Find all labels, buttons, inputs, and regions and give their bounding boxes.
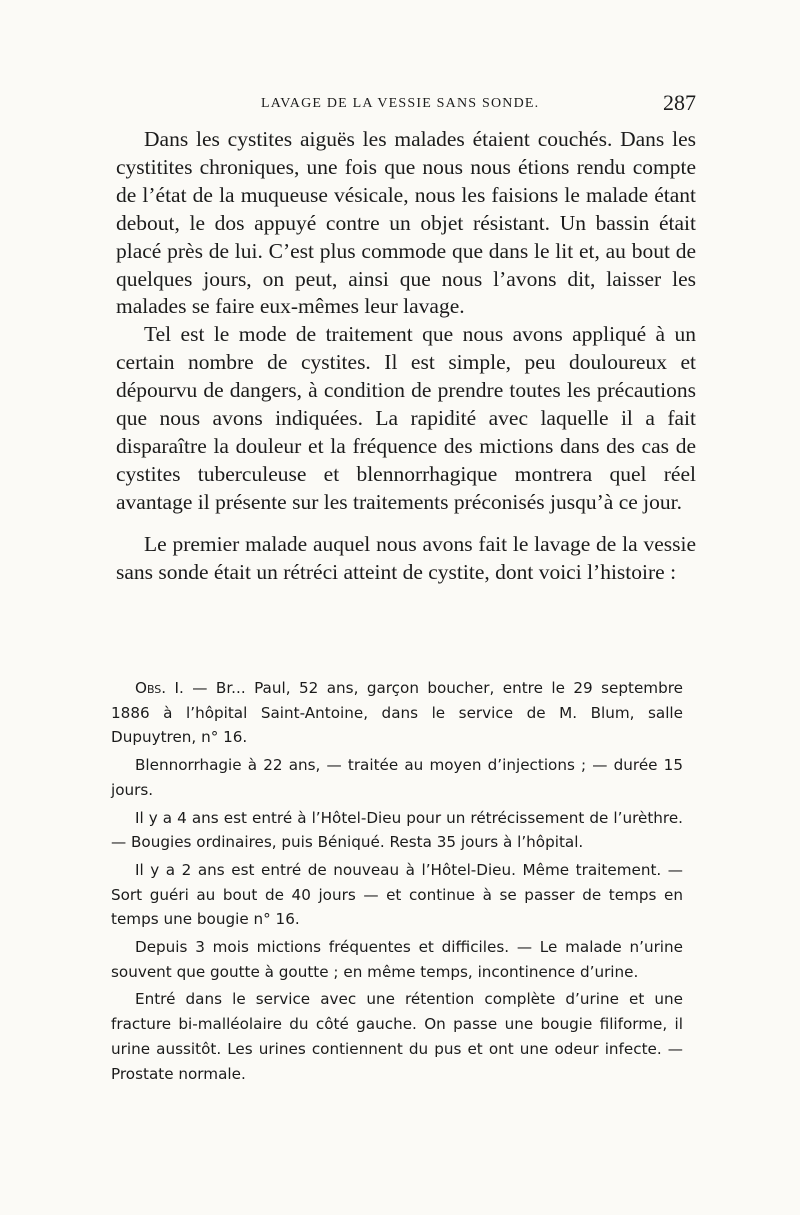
observation-paragraph: Il y a 2 ans est entré de nouveau à l’Hôtel-Dieu. Même traitement. — Sort guéri au bout de 40 jours — et continue à se passer de temps en temps une bougie n° 16.: [111, 860, 683, 929]
observation-paragraph: Blennorrhagie à 22 ans, — traitée au moyen d’injections ; — durée 15 jours.: [111, 756, 683, 799]
body-text: [116, 126, 696, 587]
observation-paragraph: Il y a 4 ans est entré à l’Hôtel-Dieu pour un rétrécissement de l’urèthre. — Bougies ordinaires, puis Béniqué. Resta 35 jours à l’hôpital.: [111, 808, 683, 852]
page-number: 287: [663, 90, 696, 115]
page-header: [116, 90, 696, 122]
paragraph: Tel est le mode de traitement que nous avons appliqué à un certain nombre de cystites. Il est simple, peu douloureux et dépourvu de dangers, à condition de prendre toutes les précautions que nous avons indiquées. La rapidité avec laquelle il a fait disparaître la douleur et la fréquence des mictions dans des cas de cystites tuberculeuse et blennorrhagique montrera quel réel avantage il présente sur les traitements préconisés jusqu’à ce jour.: [116, 322, 696, 514]
observation-paragraph: Depuis 3 mois mictions fréquentes et difficiles. — Le malade n’urine souvent que goutte à goutte ; en même temps, incontinence d’urine.: [111, 938, 683, 981]
observation-intro: [111, 676, 683, 750]
paragraph: Dans les cystites aiguës les malades étaient couchés. Dans les cystitites chroniques, une fois que nous nous étions rendu compte de l’état de la muqueuse vésicale, nous les faisions le malade étant debout, le dos appuyé contre un objet résistant. Un bassin était placé près de lui. C’est plus commode que dans le lit et, au bout de quelques jours, on peut, ainsi que nous l’avons dit, laisser les malades se faire eux-mêmes leur lavage.: [116, 127, 696, 319]
observation-label: Obs. I.: [135, 679, 184, 697]
observation-paragraph: Entré dans le service avec une rétention complète d’urine et une fracture bi-malléolaire du côté gauche. On passe une bougie filiforme, il urine aussitôt. Les urines contiennent du pus et ont une odeur infecte. — Prostate normale.: [111, 990, 683, 1083]
paragraph: Le premier malade auquel nous avons fait le lavage de la vessie sans sonde était un rétréci atteint de cystite, dont voici l’histoire :: [116, 531, 696, 584]
observation-intro-text: — Br... Paul, 52 ans, garçon boucher, entre le 29 septembre 1886 à l’hôpital Saint-Antoine, dans le service de M. Blum, salle Dupuytren, n° 16.: [111, 679, 683, 747]
observation-block: [111, 676, 683, 1086]
running-title: LAVAGE DE LA VESSIE SANS SONDE.: [261, 96, 540, 111]
